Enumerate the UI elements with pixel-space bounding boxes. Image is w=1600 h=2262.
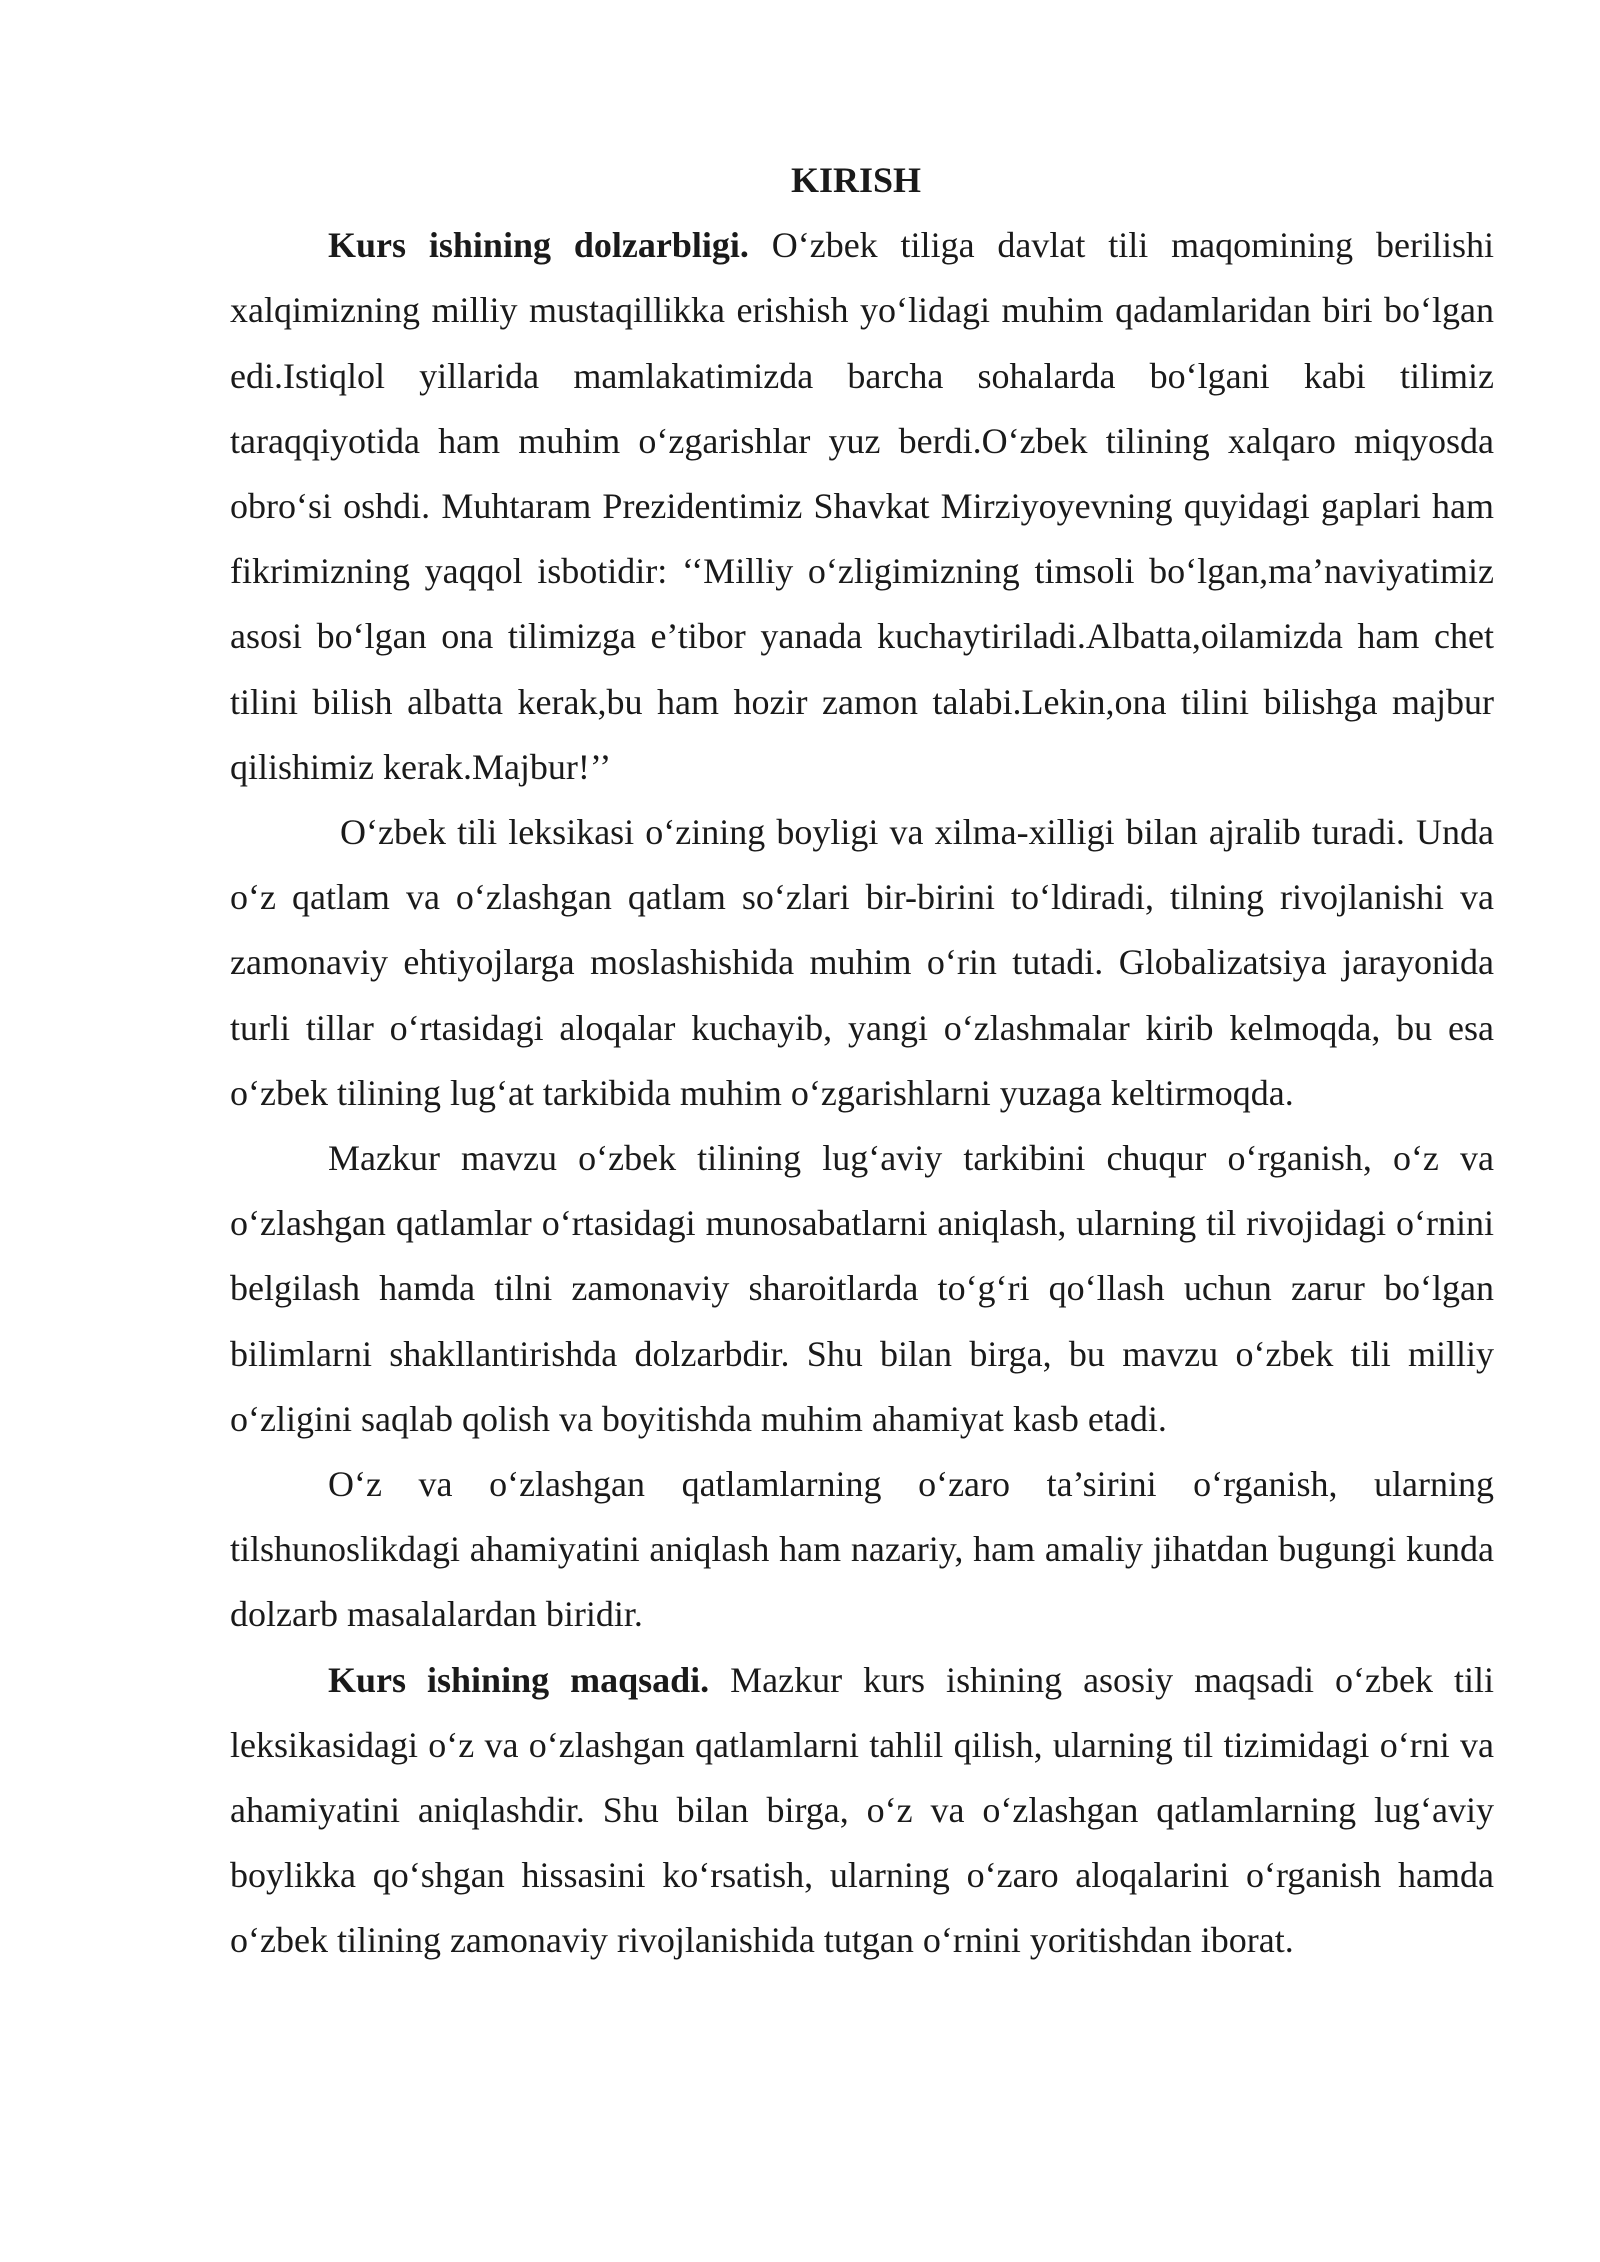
paragraph-text: O‘z va o‘zlashgan qatlamlarning o‘zaro ta’sirini o‘rganish, ularning tilshunoslikdagi ahamiyatini aniqlash ham nazariy, ham amaliy jihatdan bugungi kunda dolzarb masalalardan biridir. (230, 1464, 1494, 1635)
paragraph-text: O‘zbek tili leksikasi o‘zining boyligi va xilma-xilligi bilan ajralib turadi. Unda o‘z qatlam va o‘zlashgan qatlam so‘zlari bir-birini to‘ldiradi, tilning rivojlanishi va zamonaviy ehtiyojlarga moslashishida muhim o‘rin tutadi. Globalizatsiya jarayonida turli tillar o‘rtasidagi aloqalar kuchayib, yangi o‘zlashmalar kirib kelmoqda, bu esa o‘zbek tilining lug‘at tarkibida muhim o‘zgarishlarni yuzaga keltirmoqda. (230, 812, 1494, 1113)
paragraph-topic (230, 1126, 1494, 1452)
document-page (230, 148, 1494, 1974)
page-title: KIRISH (790, 160, 922, 200)
paragraph-heading-relevance: Kurs ishining dolzarbligi. (328, 225, 749, 266)
paragraph-relevance (230, 213, 1494, 800)
paragraph-text: O‘zbek tiliga davlat tili maqomining berilishi xalqimizning milliy mustaqillikka erishish yo‘lidagi muhim qadamlaridan biri bo‘lgan edi.Istiqlol yillarida mamlakatimizda barcha sohalarda bo‘lgani kabi tilimiz taraqqiyotida ham muhim o‘zgarishlar yuz berdi.O‘zbek tilining xalqaro miqyosda obro‘si oshdi. Muhtaram Prezidentimiz Shavkat Mirziyoyevning quyidagi gaplari ham fikrimizning yaqqol isbotidir: ‘‘Milliy o‘zligimizning timsoli bo‘lgan,ma’naviyatimiz asosi bo‘lgan ona tilimizga e’tibor yanada kuchaytiriladi.Albatta,oilamizda ham chet tilini bilish albatta kerak,bu ham hozir zamon talabi.Lekin,ona tilini bilishga majbur qilishimiz kerak.Majbur!’’ (230, 225, 1494, 787)
paragraph-goal (230, 1648, 1494, 1974)
paragraph-text: Mazkur kurs ishining asosiy maqsadi o‘zbek tili leksikasidagi o‘z va o‘zlashgan qatlamlarni tahlil qilish, ularning til tizimidagi o‘rni va ahamiyatini aniqlashdir. Shu bilan birga, o‘z va o‘zlashgan qatlamlarning lug‘aviy boylikka qo‘shgan hissasini ko‘rsatish, ularning o‘zaro aloqalarini o‘rganish hamda o‘zbek tilining zamonaviy rivojlanishida tutgan o‘rnini yoritishdan iborat. (230, 1659, 1494, 1961)
paragraph-heading-goal: Kurs ishining maqsadi. (328, 1659, 710, 1700)
paragraph-lexicon (230, 800, 1494, 1126)
paragraph-text: Mazkur mavzu o‘zbek tilining lug‘aviy tarkibini chuqur o‘rganish, o‘z va o‘zlashgan qatlamlar o‘rtasidagi munosabatlarni aniqlash, ularning til rivojidagi o‘rnini belgilash hamda tilni zamonaviy sharoitlarda to‘g‘ri qo‘llash uchun zarur bo‘lgan bilimlarni shakllantirishda dolzarbdir. Shu bilan birga, bu mavzu o‘zbek tili milliy o‘zligini saqlab qolish va boyitishda muhim ahamiyat kasb etadi. (230, 1138, 1494, 1439)
paragraph-interaction (230, 1452, 1494, 1648)
